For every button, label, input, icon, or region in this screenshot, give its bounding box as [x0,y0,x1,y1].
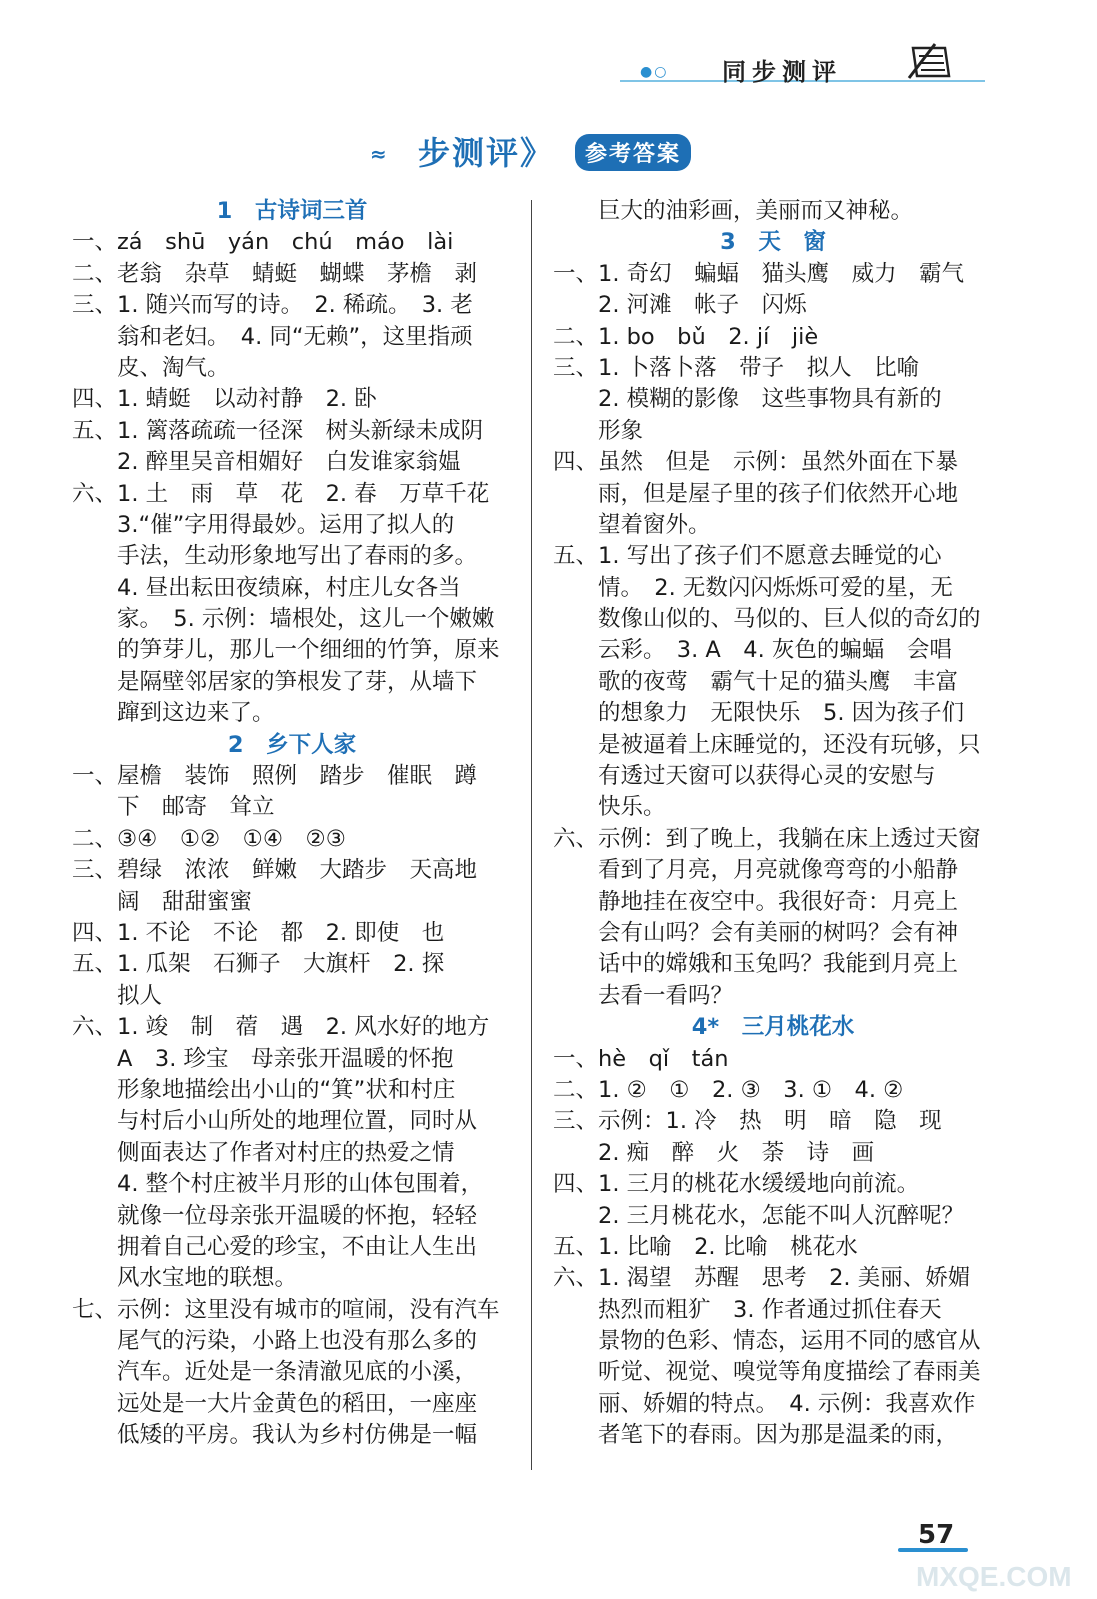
section-heading: 4* 三月桃花水 [691,1014,855,1041]
answer-line: 阔 甜甜蜜蜜 [72,888,253,915]
answer-line: 丽、娇媚的特点。 4. 示例：我喜欢作 [553,1390,976,1417]
answer-line: 一、hè qǐ tán [553,1045,729,1072]
answer-line: 有透过天窗可以获得心灵的安慰与 [553,763,936,790]
answer-line: 三、1. 随兴而写的诗。 2. 稀疏。 3. 老 [72,292,473,319]
answer-line: 会有山吗？会有美丽的树吗？会有神 [553,919,959,946]
section-heading: 2 乡下人家 [227,731,357,758]
answer-line: 六、1. 土 雨 草 花 2. 春 万草千花 [72,480,490,507]
page-number: 57 [918,1520,955,1550]
answer-line: 的笋芽儿，那儿一个细细的竹笋，原来 [72,637,500,664]
section-heading: 3 天 窗 [720,229,826,256]
answer-line: 一、1. 奇幻 蝙蝠 猫头鹰 威力 霸气 [553,260,965,287]
answer-line: 歌的夜莺 霸气十足的猫头鹰 丰富 [553,668,959,695]
answer-line: 快乐。 [553,794,666,821]
answer-line: 者笔下的春雨。因为那是温柔的雨， [553,1422,959,1449]
answer-line: 蹿到这边来了。 [72,700,275,727]
column-divider [531,200,532,1470]
answer-line: 2. 模糊的影像 这些事物具有新的 [553,386,942,413]
answer-line: 景物的色彩、情态，运用不同的感官从 [553,1328,981,1355]
answer-line: 形象 [553,417,644,444]
answer-line: 四、虽然 但是 示例：虽然外面在下暴 [553,449,959,476]
banner-title: 步测评》 [418,134,555,172]
answer-banner [370,128,710,174]
header-dots: ●○ [640,64,669,80]
answer-line: 二、1. bo bǔ 2. jí jiè [553,323,819,350]
answer-line: 侧面表达了作者对村庄的热爱之情 [72,1139,455,1166]
answer-line: 三、示例：1. 冷 热 明 暗 隐 现 [553,1108,942,1135]
answer-line: 静地挂在夜空中。我很好奇：月亮上 [553,888,959,915]
answer-line: 低矮的平房。我认为乡村仿佛是一幅 [72,1422,478,1449]
answer-line: 去看一看吗？ [553,982,734,1009]
answer-line: 3.“催”字用得最妙。运用了拟人的 [72,511,455,538]
answer-line: 六、1. 渴望 苏醒 思考 2. 美丽、娇媚 [553,1265,971,1292]
answer-line: 2. 痴 醉 火 荼 诗 画 [553,1139,875,1166]
answer-line: 汽车。近处是一条清澈见底的小溪， [72,1359,478,1386]
watermark-logo [912,1540,1097,1596]
answer-line: 望着窗外。 [553,511,711,538]
answer-line: 皮、淘气。 [72,354,230,381]
banner-tag: 参考答案 [575,134,691,171]
section-heading: 1 古诗词三首 [216,198,368,224]
answer-line: 是隔壁邻居家的笋根发了芽，从墙下 [72,668,478,695]
pencil-notebook-icon [905,40,955,84]
banner-decoration: ≈ [370,142,387,166]
answer-line: 二、③④ ①② ①④ ②③ [72,825,346,852]
answer-line: 是被逼着上床睡觉的，还没有玩够，只 [553,731,981,758]
answer-line: 看到了月亮，月亮就像弯弯的小船静 [553,857,959,884]
answer-line: 听觉、视觉、嗅觉等角度描绘了春雨美 [553,1359,981,1386]
answer-line: 情。 2. 无数闪闪烁烁可爱的星，无 [553,574,953,601]
answer-line: 4. 昼出耘田夜绩麻，村庄儿女各当 [72,574,461,601]
answer-line: 拟人 [72,982,163,1009]
answer-line: 数像山似的、马似的、巨人似的奇幻的 [553,606,981,633]
answer-line: 热烈而粗犷 3. 作者通过抓住春天 [553,1296,942,1323]
answer-line: 家。 5. 示例：墙根处，这儿一个嫩嫩 [72,606,495,633]
answer-line: 形象地描绘出小山的“箕”状和村庄 [72,1076,456,1103]
answer-line: 2. 醉里吴音相媚好 白发谁家翁媪 [72,449,461,476]
answer-line: 四、1. 三月的桃花水缓缓地向前流。 [553,1171,920,1198]
answer-line: 雨，但是屋子里的孩子们依然开心地 [553,480,959,507]
watermark-text: MXQE.COM [916,1561,1072,1592]
page-header [600,44,990,94]
answer-line: 六、示例：到了晚上，我躺在床上透过天窗 [553,825,981,852]
answer-line: 四、1. 蜻蜓 以动衬静 2. 卧 [72,386,377,413]
answer-line: 六、1. 竣 制 蓿 遇 2. 风水好的地方 [72,1014,490,1041]
answer-line: 五、1. 写出了孩子们不愿意去睡觉的心 [553,543,942,570]
answer-line: 五、1. 篱落疏疏一径深 树头新绿未成阴 [72,417,484,444]
answer-line: 4. 整个村庄被半月形的山体包围着， [72,1171,484,1198]
answer-line: 三、碧绿 浓浓 鲜嫩 大踏步 天高地 [72,857,478,884]
answer-line: 下 邮寄 耸立 [72,794,275,821]
answer-line: 二、老翁 杂草 蜻蜓 蝴蝶 茅檐 剥 [72,260,478,287]
answer-line: 尾气的污染，小路上也没有那么多的 [72,1328,478,1355]
answer-line: 拥着自己心爱的珍宝，不由让人生出 [72,1233,478,1260]
answer-line: 话中的嫦娥和玉兔吗？我能到月亮上 [553,951,959,978]
answer-line: 2. 河滩 帐子 闪烁 [553,292,807,319]
answer-line: 云彩。 3. A 4. 灰色的蝙蝠 会唱 [553,637,952,664]
answer-line: 风水宝地的联想。 [72,1265,298,1292]
answer-line: 与村后小山所处的地理位置，同时从 [72,1108,478,1135]
answer-line: 七、示例：这里没有城市的喧闹，没有汽车 [72,1296,500,1323]
right-column [553,196,993,1452]
answer-line: 三、1. 卜落卜落 带子 拟人 比喻 [553,354,920,381]
answer-line: 一、屋檐 装饰 照例 踏步 催眠 蹲 [72,763,478,790]
answer-line: 巨大的油彩画，美丽而又神秘。 [553,198,914,224]
answer-line: 一、zá shū yán chú máo lài [72,229,454,256]
answer-line: 四、1. 不论 不论 都 2. 即使 也 [72,919,445,946]
left-column [72,196,512,1452]
answer-line: 翁和老妇。 4. 同“无赖”，这里指顽 [72,323,473,350]
answer-line: 二、1. ② ① 2. ③ 3. ① 4. ② [553,1076,904,1103]
answer-line: 就像一位母亲张开温暖的怀抱，轻轻 [72,1202,478,1229]
answer-line: 2. 三月桃花水，怎能不叫人沉醉呢？ [553,1202,965,1229]
answer-line: 五、1. 瓜架 石狮子 大旗杆 2. 探 [72,951,445,978]
answer-line: 远处是一大片金黄色的稻田，一座座 [72,1390,478,1417]
answer-line: 五、1. 比喻 2. 比喻 桃花水 [553,1233,858,1260]
answer-line: 手法，生动形象地写出了春雨的多。 [72,543,478,570]
header-title: 同步测评 [722,58,842,86]
answer-line: A 3. 珍宝 母亲张开温暖的怀抱 [72,1045,454,1072]
answer-line: 的想象力 无限快乐 5. 因为孩子们 [553,700,965,727]
